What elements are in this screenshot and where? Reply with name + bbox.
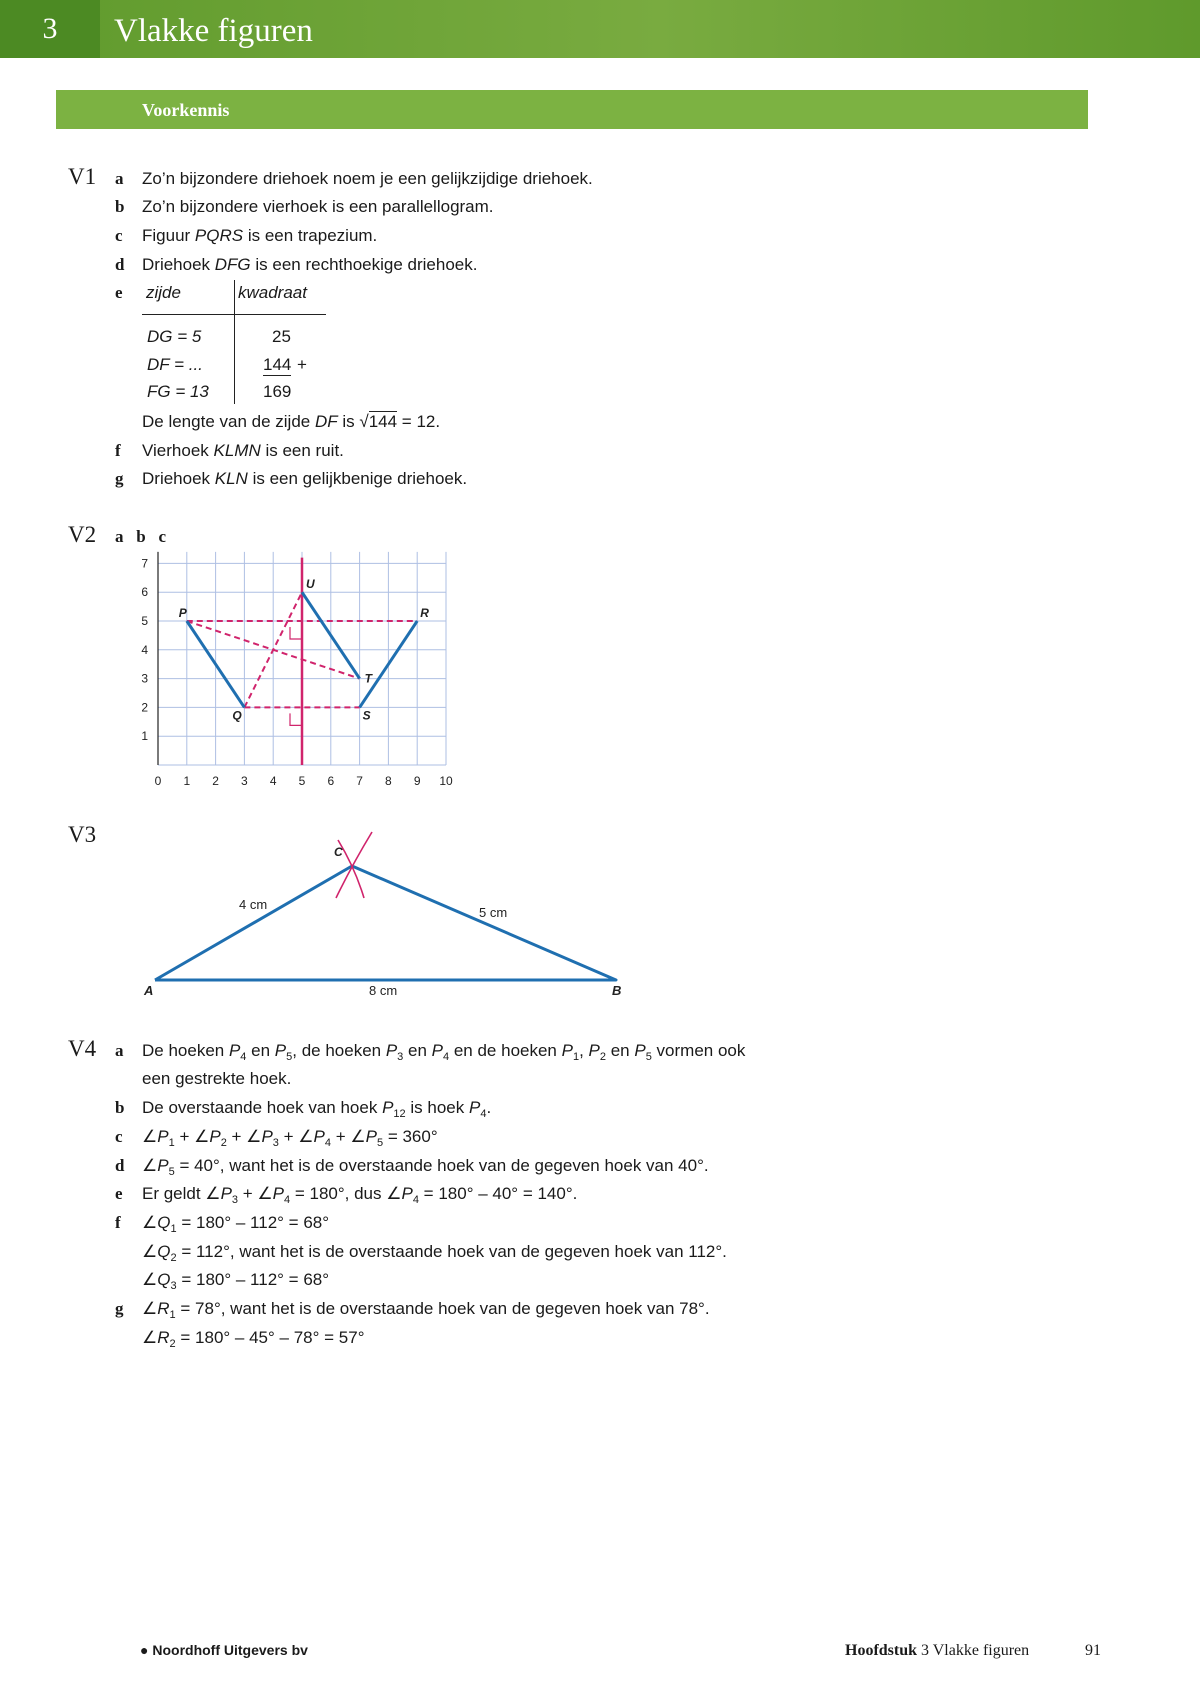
point-label-q: Q	[232, 708, 242, 723]
point-label-p: P	[178, 606, 187, 620]
triangle-abc	[155, 866, 616, 980]
chapter-reference: 3 Vlakke figuren	[921, 1642, 1030, 1659]
table-header-square: kwadraat	[238, 283, 307, 302]
point-label-r: R	[420, 606, 429, 620]
table-cell: FG = 13	[147, 382, 209, 401]
question-v4-label: V4	[68, 1036, 97, 1061]
side-length-ab: 8 cm	[369, 983, 398, 998]
v1-c-text: Figuur PQRS is een trapezium.	[142, 226, 378, 245]
v4-c-letter: c	[115, 1127, 123, 1146]
v4-a-letter: a	[115, 1041, 124, 1060]
chapter-title: Vlakke figuren	[114, 13, 313, 49]
chapter-word: Hoofdstuk	[845, 1642, 918, 1659]
page-number: 91	[1085, 1642, 1101, 1659]
bullet-icon: ●	[140, 1642, 149, 1658]
question-v1-label: V1	[68, 164, 97, 189]
y-tick-label: 1	[141, 729, 148, 744]
point-label-t: T	[364, 671, 372, 686]
table-plus-sign: +	[297, 355, 307, 374]
y-tick-label: 3	[141, 671, 148, 686]
side-length-ac: 4 cm	[239, 897, 268, 912]
v2-letters: a b c	[115, 527, 166, 546]
v4-g-text-2: $\angle R_2 = 180^\circ - 45^\circ - 78^\circ = 57^\circ$	[142, 1328, 365, 1350]
x-tick-label: 5	[298, 774, 306, 788]
table-cell: DG = 5	[147, 327, 202, 346]
chapter-number: 3	[0, 0, 100, 58]
table-cell: 169	[263, 382, 292, 401]
v4-f-text-1: $\angle Q_1 = 180^\circ - 112^\circ = 68^\circ$	[142, 1213, 330, 1235]
v1-f-letter: f	[115, 441, 121, 460]
v4-f-letter: f	[115, 1213, 121, 1232]
x-tick-label: 8	[385, 774, 392, 788]
vertex-label-a: A	[144, 983, 154, 998]
vertex-label-b: B	[612, 983, 622, 998]
table-cell: 144	[263, 355, 292, 374]
section-title: Voorkennis	[142, 100, 230, 120]
v1-d-text: Driehoek DFG is een rechthoekige driehoek.	[142, 255, 478, 274]
v1-b-letter: b	[115, 197, 125, 216]
v1-e-letter: e	[115, 283, 123, 302]
table-cell: DF = ...	[147, 355, 203, 374]
publisher-credit	[140, 1642, 308, 1658]
x-tick-label: 2	[212, 774, 219, 788]
question-v2-label: V2	[68, 522, 97, 547]
table-header-side: zijde	[146, 283, 181, 302]
x-tick-label: 9	[413, 774, 421, 788]
x-tick-label: 0	[154, 774, 162, 788]
v1-b-text: Zo’n bijzondere vierhoek is een parallellogram.	[142, 197, 494, 216]
v1-g-text: Driehoek KLN is een gelijkbenige driehoek.	[142, 469, 468, 488]
point-label-u: U	[306, 577, 315, 592]
x-tick-label: 1	[183, 774, 191, 788]
publisher-name: Noordhoff Uitgevers bv	[152, 1642, 308, 1658]
v4-d-letter: d	[115, 1156, 125, 1175]
question-v3-label: V3	[68, 822, 97, 847]
y-tick-label: 7	[141, 556, 148, 571]
v1-d-letter: d	[115, 255, 125, 274]
running-footer	[845, 1642, 1029, 1660]
v4-c-text: $\angle P_1$ + $\angle P_2$ + $\angle P_3$ + $\angle P_4$ + $\angle P_5 = 360^\circ$	[142, 1127, 438, 1149]
v1-g-letter: g	[115, 469, 124, 488]
vertex-label-c: C	[334, 845, 343, 859]
y-tick-label: 6	[141, 585, 148, 600]
v1-a-text: Zo’n bijzondere driehoek noem je een gelijkzijdige driehoek.	[142, 169, 593, 188]
v4-b-letter: b	[115, 1098, 125, 1117]
v1-c-letter: c	[115, 226, 123, 245]
x-tick-label: 6	[327, 774, 335, 788]
table-cell: 25	[272, 327, 291, 346]
v4-a-text-line2: een gestrekte hoek.	[142, 1069, 292, 1088]
v1-a-letter: a	[115, 169, 124, 188]
y-tick-label: 4	[141, 642, 148, 657]
x-tick-label: 7	[356, 774, 363, 788]
v4-g-text-1: $\angle R_1 = 78^\circ$, want het is de overstaande hoek van de gegeven hoek van 78°.	[142, 1299, 710, 1321]
v4-a-text: De hoeken $P_4$ en $P_5$, de hoeken $P_3$ en $P_4$ en de hoeken $P_1$, $P_2$ en $P_5$ vormen ook	[142, 1041, 746, 1063]
x-tick-label: 4	[269, 774, 277, 788]
v4-g-letter: g	[115, 1299, 124, 1318]
x-tick-label: 10	[439, 774, 453, 788]
x-tick-label: 3	[241, 774, 248, 788]
v4-d-text: $\angle P_5 = 40^\circ$, want het is de overstaande hoek van de gegeven hoek van 40°.	[142, 1156, 709, 1178]
y-tick-label: 2	[141, 700, 148, 715]
v4-f-text-2: $\angle Q_2 = 112^\circ$, want het is de overstaande hoek van de gegeven hoek van 112°.	[142, 1242, 727, 1264]
v4-b-text: De overstaande hoek van hoek $P_{12}$ is hoek $P_4$.	[142, 1098, 492, 1120]
side-length-bc: 5 cm	[479, 905, 508, 920]
v1-f-text: Vierhoek KLMN is een ruit.	[142, 441, 344, 460]
v4-e-letter: e	[115, 1184, 123, 1203]
compass-arc-b	[336, 832, 372, 898]
sqrt-sign: √	[359, 412, 369, 431]
v4-f-text-3: $\angle Q_3 = 180^\circ - 112^\circ = 68^\circ$	[142, 1270, 330, 1292]
v4-e-text: Er geldt $\angle P_3$ + $\angle P_4 = 180^\circ$, dus $\angle P_4 = 180^\circ - 40^\circ = 140^\circ$.	[142, 1184, 578, 1206]
y-tick-label: 5	[141, 614, 148, 628]
v1-e-conclusion: De lengte van de zijde DF is √144 = 12.	[142, 412, 441, 431]
point-label-s: S	[362, 708, 371, 723]
